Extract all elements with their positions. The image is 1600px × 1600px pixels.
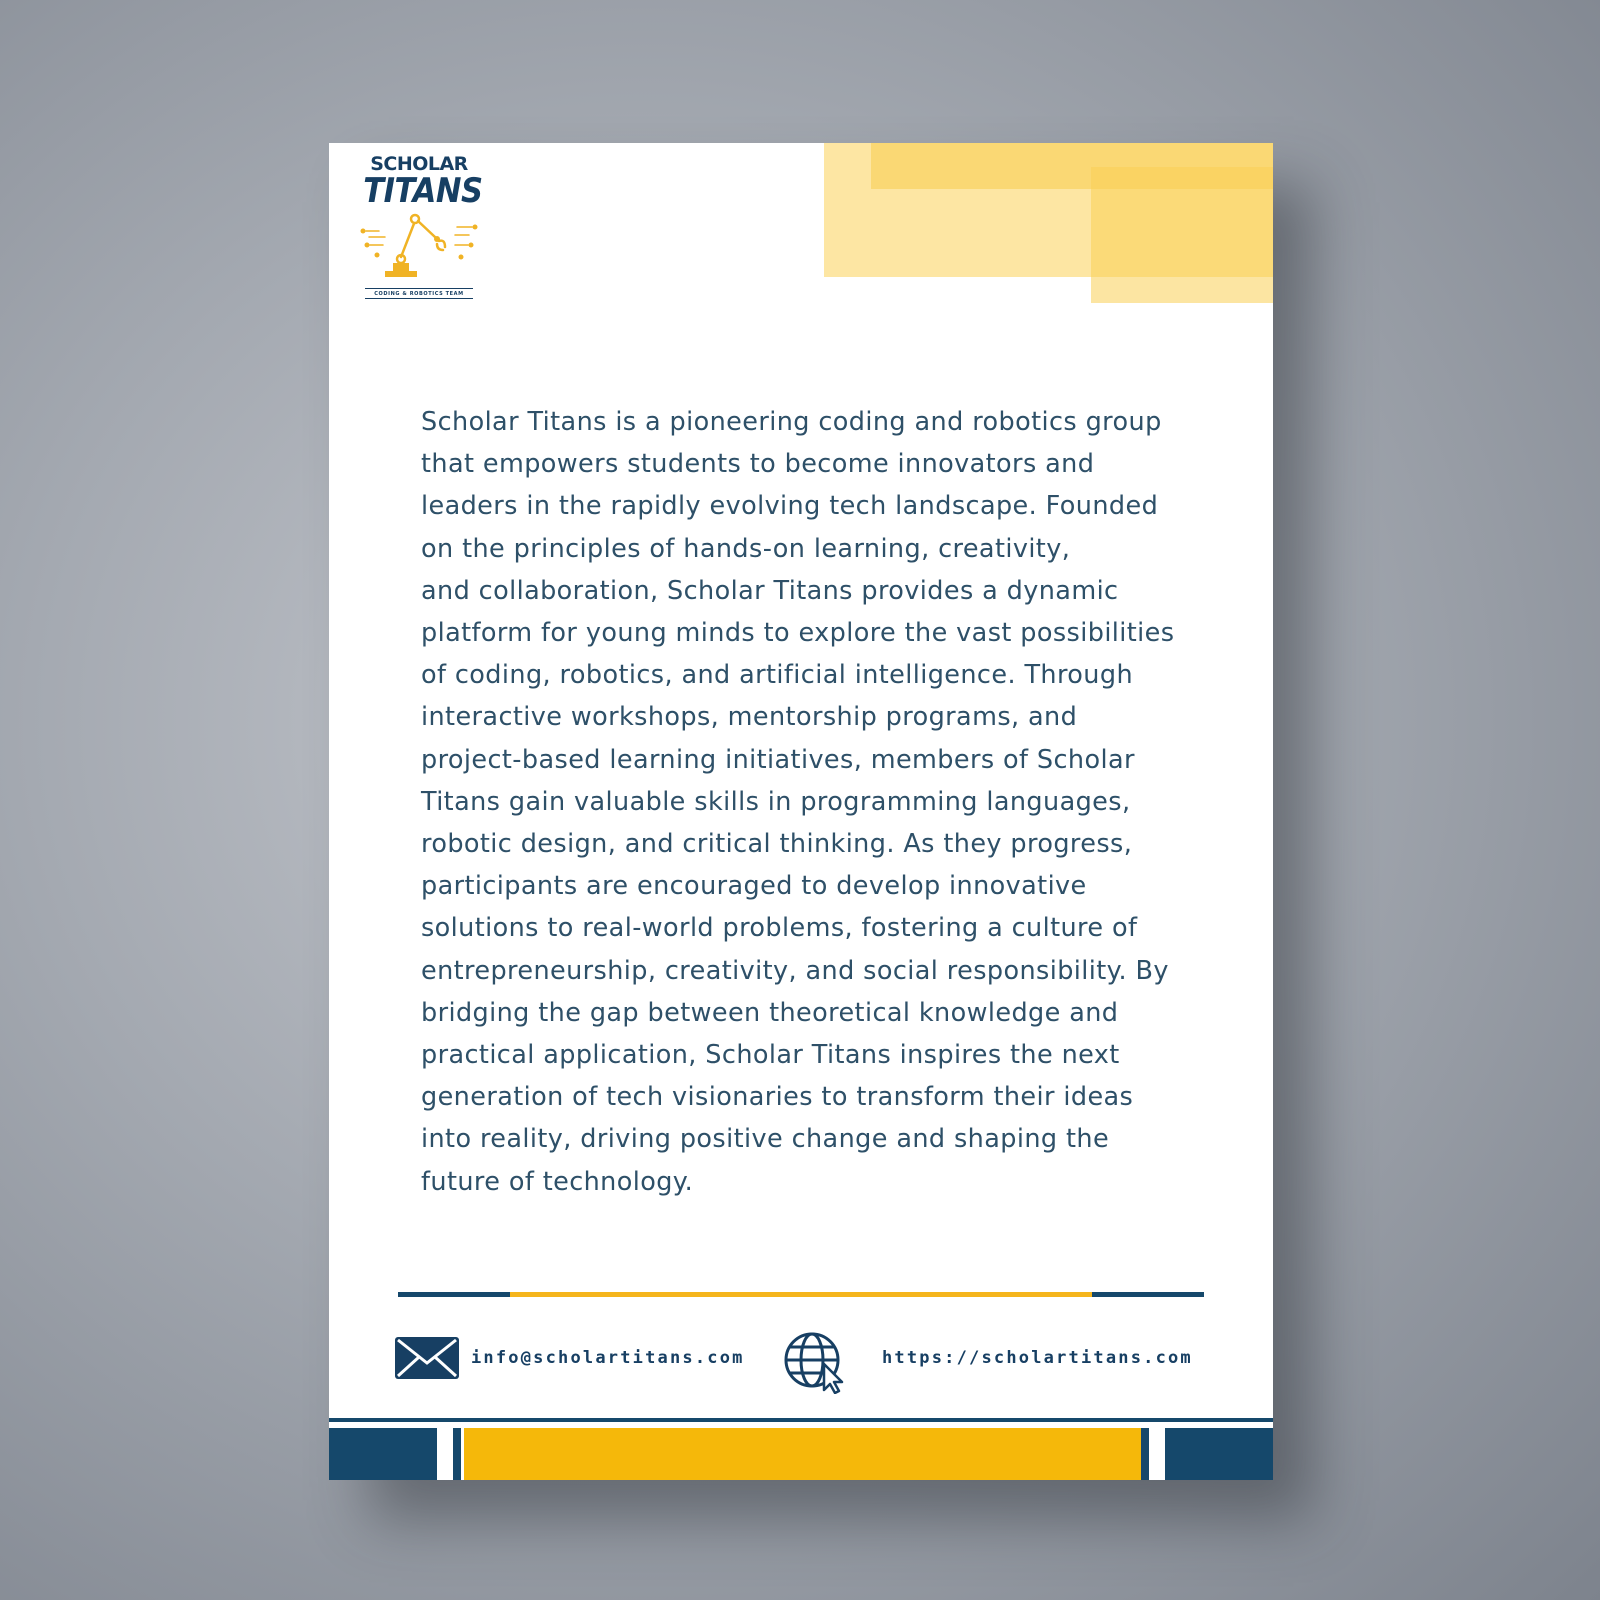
website-link[interactable]: https://scholartitans.com [882, 1348, 1193, 1368]
section-divider [398, 1292, 1204, 1297]
footer-bar-segment [453, 1428, 461, 1480]
footer-bar-segment [464, 1428, 1142, 1480]
scholar-titans-logo [357, 151, 481, 299]
robot-arm-icon [357, 211, 481, 291]
logo-rule [365, 288, 473, 289]
flyer-page [329, 143, 1273, 1480]
about-paragraph: Scholar Titans is a pioneering coding and robotics group that empowers students to become innovators and leaders in the rapidly evolving tech landscape. Founded on the principles of hands-on learning, creativity, and collaboration, Scholar Titans provides a dynamic platform for young minds to explore the vast possibilities of coding, robotics, and artificial intelligence. Through interactive workshops, mentorship programs, and project-based learning initiatives, members of Scholar Titans gain valuable skills in programming languages, robotic design, and critical thinking. As they progress, participants are encouraged to develop innovative solutions to real-world problems, fostering a culture of entrepreneurship, creativity, and social responsibility. By bridging the gap between theoretical knowledge and practical application, Scholar Titans inspires the next generation of tech visionaries to transform their ideas into reality, driving positive change and shaping the future of technology. [421, 407, 1175, 1197]
logo-wordmark-line-2: TITANS [363, 171, 483, 211]
footer-rule [329, 1418, 1273, 1422]
decorative-block [1091, 167, 1273, 303]
footer-bar-segment [1165, 1428, 1273, 1480]
footer-bar-segment [1141, 1428, 1149, 1480]
logo-caption: CODING & ROBOTICS TEAM [374, 291, 464, 297]
globe-cursor-icon [784, 1330, 848, 1394]
logo-rule [365, 298, 473, 299]
envelope-icon [394, 1336, 460, 1380]
footer-bar-segment [329, 1428, 437, 1480]
email-link[interactable]: info@scholartitans.com [471, 1348, 745, 1368]
logo-wordmark-line-1: SCHOLAR [370, 153, 468, 175]
